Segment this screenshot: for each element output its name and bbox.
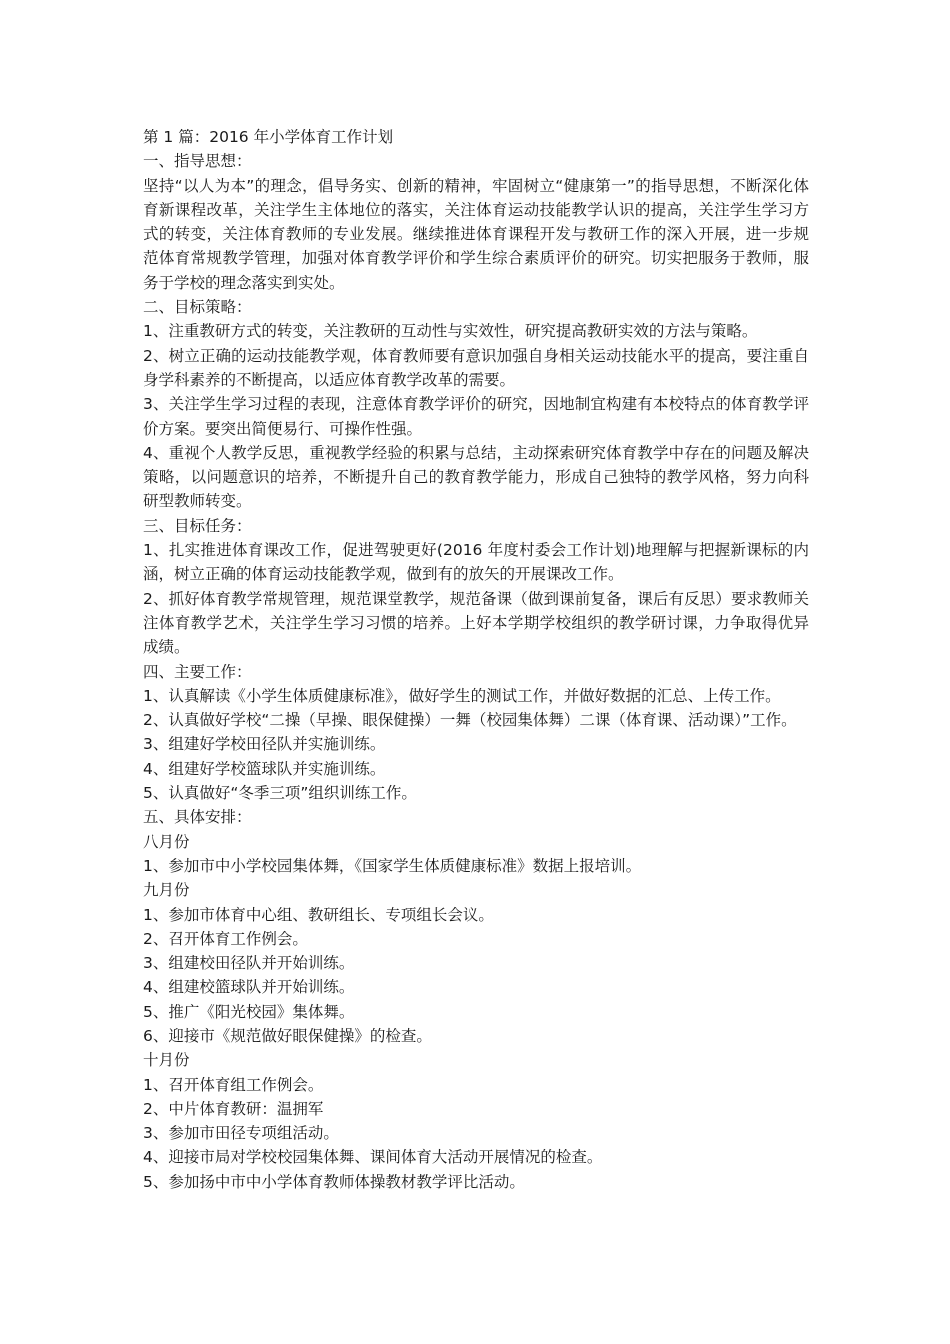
list-item: 4、组建好学校篮球队并实施训练。 <box>143 759 386 778</box>
list-item: 5、参加扬中市中小学体育教师体操教材教学评比活动。 <box>143 1172 525 1191</box>
list-item: 2、中片体育教研：温拥军 <box>143 1099 324 1118</box>
list-item: 1、认真解读《小学生体质健康标准》，做好学生的测试工作，并做好数据的汇总、上传工作。 <box>143 686 781 705</box>
list-item: 1、扎实推进体育课改工作，促进驾驶更好(2016 年度村委会工作计划)地理解与把握新课标的内涵，树立正确的体育运动技能教学观，做到有的放矢的开展课改工作。 <box>143 541 809 584</box>
list-item: 3、组建好学校田径队并实施训练。 <box>143 735 386 754</box>
section-heading-guiding-ideology: 一、指导思想： <box>143 152 252 171</box>
list-item: 2、抓好体育教学常规管理，规范课堂教学，规范备课（做到课前复备，课后有反思）要求教师关注体育教学艺术，关注学生学习习惯的培养。上好本学期学校组织的教学研讨课，力争取得优异成绩。 <box>143 589 809 657</box>
month-label-october: 十月份 <box>143 1051 190 1070</box>
list-item: 1、注重教研方式的转变，关注教研的互动性与实效性，研究提高教研实效的方法与策略。 <box>143 322 758 341</box>
list-item: 3、参加市田径专项组活动。 <box>143 1124 339 1143</box>
list-item: 5、认真做好“冬季三项”组织训练工作。 <box>143 784 417 803</box>
list-item: 4、组建校篮球队并开始训练。 <box>143 978 355 997</box>
list-item: 3、关注学生学习过程的表现，注意体育教学评价的研究，因地制宜构建有本校特点的体育教学评价方案。要突出简便易行、可操作性强。 <box>143 395 809 438</box>
list-item: 3、组建校田径队并开始训练。 <box>143 954 355 973</box>
list-item: 1、参加市中小学校园集体舞，《国家学生体质健康标准》数据上报培训。 <box>143 856 642 875</box>
list-item: 4、迎接市局对学校校园集体舞、课间体育大活动开展情况的检查。 <box>143 1148 603 1167</box>
section-heading-goal-strategy: 二、目标策略： <box>143 298 252 317</box>
section-heading-goal-tasks: 三、目标任务： <box>143 516 252 535</box>
list-item: 2、树立正确的运动技能教学观，体育教师要有意识加强自身相关运动技能水平的提高，要注重自身学科素养的不断提高，以适应体育教学改革的需要。 <box>143 346 809 389</box>
list-item: 4、重视个人教学反思，重视教学经验的积累与总结，主动探索研究体育教学中存在的问题及解决策略，以问题意识的培养，不断提升自己的教育教学能力，形成自己独特的教学风格，努力向科研型教师转变。 <box>143 443 809 511</box>
list-item: 2、认真做好学校“二操（早操、眼保健操）一舞（校园集体舞）二课（体育课、活动课）”工作。 <box>143 711 797 730</box>
document-title: 第 1 篇：2016 年小学体育工作计划 <box>143 128 394 146</box>
month-label-september: 九月份 <box>143 881 190 900</box>
list-item: 1、参加市体育中心组、教研组长、专项组长会议。 <box>143 905 494 924</box>
list-item: 6、迎接市《规范做好眼保健操》的检查。 <box>143 1026 432 1045</box>
list-item: 1、召开体育组工作例会。 <box>143 1075 324 1094</box>
section-paragraph-guiding-ideology: 坚持“以人为本”的理念，倡导务实、创新的精神，牢固树立“健康第一”的指导思想，不断深化体育新课程改革，关注学生主体地位的落实，关注体育运动技能教学认识的提高，关注学生学习方式的转变，关注体育教师的专业发展。继续推进体育课程开发与教研工作的深入开展，进一步规范体育常规教学管理，加强对体育教学评价和学生综合素质评价的研究。切实把服务于教师，服务于学校的理念落实到实处。 <box>143 176 809 292</box>
document-body <box>143 125 809 1194</box>
list-item: 5、推广《阳光校园》集体舞。 <box>143 1002 355 1021</box>
section-heading-schedule: 五、具体安排： <box>143 808 252 827</box>
month-label-august: 八月份 <box>143 832 190 851</box>
list-item: 2、召开体育工作例会。 <box>143 929 308 948</box>
section-heading-main-work: 四、主要工作： <box>143 662 252 681</box>
